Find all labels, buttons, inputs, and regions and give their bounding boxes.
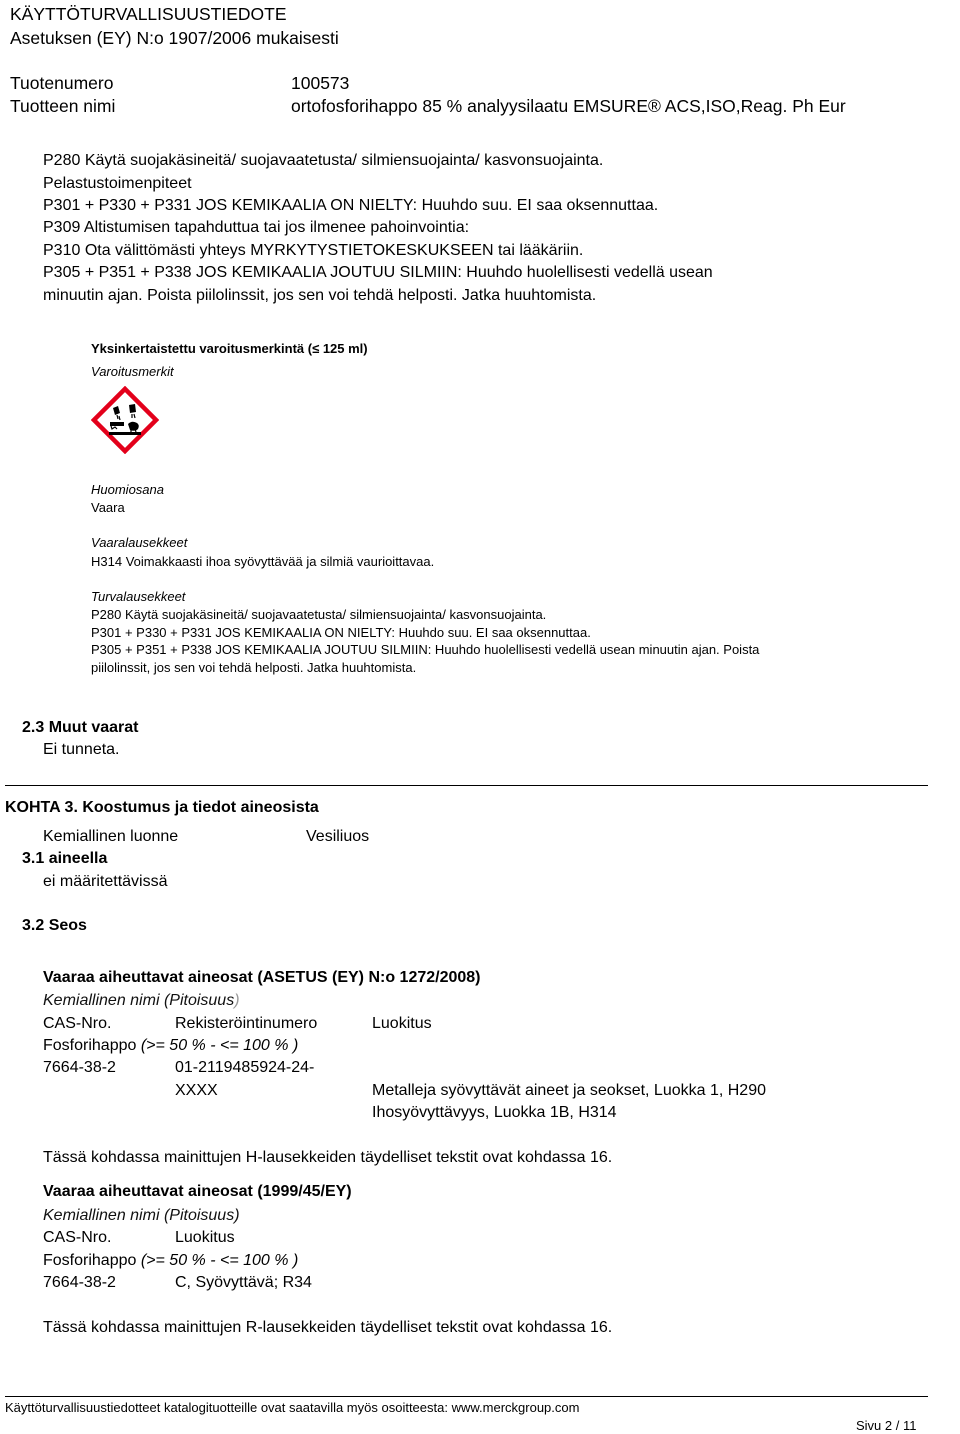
clp-cas-number: 7664-38-2 (43, 1059, 116, 1076)
clp-components-title: Vaaraa aiheuttavat aineosat (ASETUS (EY) N:o 1272/2008) (43, 969, 481, 986)
dsd-cas-number: 7664-38-2 (43, 1274, 116, 1291)
substance-heading: 3.1 aineella (22, 850, 108, 867)
dsd-chemical-name-label: Kemiallinen nimi (Pitoisuus) (43, 1207, 240, 1224)
ghs05-corrosion-icon (91, 386, 159, 454)
document-subtitle: Asetuksen (EY) N:o 1907/2006 mukaisesti (10, 28, 339, 48)
document-title: KÄYTTÖTURVALLISUUSTIEDOTE (10, 4, 287, 24)
section-3-heading: KOHTA 3. Koostumus ja tiedot aineosista (5, 799, 319, 816)
simplified-label-title: Yksinkertaistettu varoitusmerkintä (≤ 125 ml) (91, 341, 368, 356)
chemical-nature-value: Vesiliuos (306, 828, 370, 845)
pictograms-label: Varoitusmerkit (91, 364, 174, 379)
precaution-line: P301 + P330 + P331 JOS KEMIKAALIA ON NIELTY: Huuhdo suu. EI saa oksennuttaa. (43, 197, 659, 214)
precautionary-statement: piilolinssit, jos sen voi tehdä helposti. Jatka huuhtomista. (91, 660, 417, 675)
product-name-label: Tuotteen nimi (10, 96, 116, 116)
dsd-classification-header: Luokitus (175, 1229, 235, 1246)
product-name: ortofosforihappo 85 % analyysilaatu EMSURE® ACS,ISO,Reag. Ph Eur (291, 96, 846, 116)
precaution-line: P280 Käytä suojakäsineitä/ suojavaatetusta/ silmiensuojainta/ kasvonsuojainta. (43, 152, 604, 169)
dsd-classification: C, Syövyttävä; R34 (175, 1274, 312, 1291)
page-number: Sivu 2 / 11 (856, 1418, 917, 1433)
clp-substance-row: Fosforihappo (>= 50 % - <= 100 % ) (43, 1037, 299, 1054)
precautionary-statements-label: Turvalausekkeet (91, 589, 186, 604)
precaution-line: P310 Ota välittömästi yhteys MYRKYTYSTIETOKESKUKSEEN tai lääkäriin. (43, 242, 584, 259)
precaution-line: P305 + P351 + P338 JOS KEMIKAALIA JOUTUU SILMIIN: Huuhdo huolellisesti vedellä usean (43, 264, 713, 281)
hazard-statements-label: Vaaralausekkeet (91, 535, 188, 550)
other-hazards-heading: 2.3 Muut vaarat (22, 719, 139, 736)
signal-word-label: Huomiosana (91, 482, 164, 497)
clp-note: Tässä kohdassa mainittujen H-lausekkeiden täydelliset tekstit ovat kohdassa 16. (43, 1149, 613, 1166)
precaution-line: minuutin ajan. Poista piilolinssit, jos sen voi tehdä helposti. Jatka huuhtomista. (43, 287, 597, 304)
clp-classification: Metalleja syövyttävät aineet ja seokset, Luokka 1, H290 (372, 1082, 766, 1099)
dsd-substance-row: Fosforihappo (>= 50 % - <= 100 % ) (43, 1252, 299, 1269)
precautionary-statement: P280 Käytä suojakäsineitä/ suojavaatetusta/ silmiensuojainta/ kasvonsuojainta. (91, 607, 547, 622)
section-divider (5, 785, 928, 786)
precaution-line: Pelastustoimenpiteet (43, 175, 192, 192)
clp-registration-number: 01-2119485924-24- (175, 1059, 315, 1076)
clp-classification-header: Luokitus (372, 1015, 432, 1032)
dsd-cas-header: CAS-Nro. (43, 1229, 112, 1246)
signal-word: Vaara (91, 500, 125, 515)
product-number: 100573 (291, 73, 350, 93)
dsd-note: Tässä kohdassa mainittujen R-lausekkeiden täydelliset tekstit ovat kohdassa 16. (43, 1319, 613, 1336)
hazard-statement: H314 Voimakkaasti ihoa syövyttävää ja silmiä vaurioittavaa. (91, 554, 435, 569)
other-hazards-text: Ei tunneta. (43, 741, 120, 758)
chemical-nature-label: Kemiallinen luonne (43, 828, 179, 845)
clp-registration-header: Rekisteröintinumero (175, 1015, 318, 1032)
clp-registration-number-cont: XXXX (175, 1082, 218, 1099)
precautionary-statement: P305 + P351 + P338 JOS KEMIKAALIA JOUTUU SILMIIN: Huuhdo huolellisesti vedellä usean minuutin ajan. Poista (91, 642, 760, 657)
substance-text: ei määritettävissä (43, 873, 168, 890)
clp-classification: Ihosyövyttävyys, Luokka 1B, H314 (372, 1104, 617, 1121)
footer-divider (5, 1396, 928, 1397)
footer-text: Käyttöturvallisuustiedotteet katalogituotteille ovat saatavilla myös osoitteesta: www.merckgroup.com (5, 1400, 580, 1415)
mixture-heading: 3.2 Seos (22, 917, 87, 934)
clp-chemical-name-label: Kemiallinen nimi (Pitoisuus) (43, 992, 240, 1009)
precaution-line: P309 Altistumisen tapahduttua tai jos ilmenee pahoinvointia: (43, 219, 470, 236)
clp-cas-header: CAS-Nro. (43, 1015, 112, 1032)
precautionary-statement: P301 + P330 + P331 JOS KEMIKAALIA ON NIELTY: Huuhdo suu. EI saa oksennuttaa. (91, 625, 591, 640)
product-number-label: Tuotenumero (10, 73, 114, 93)
dsd-components-title: Vaaraa aiheuttavat aineosat (1999/45/EY) (43, 1183, 352, 1200)
